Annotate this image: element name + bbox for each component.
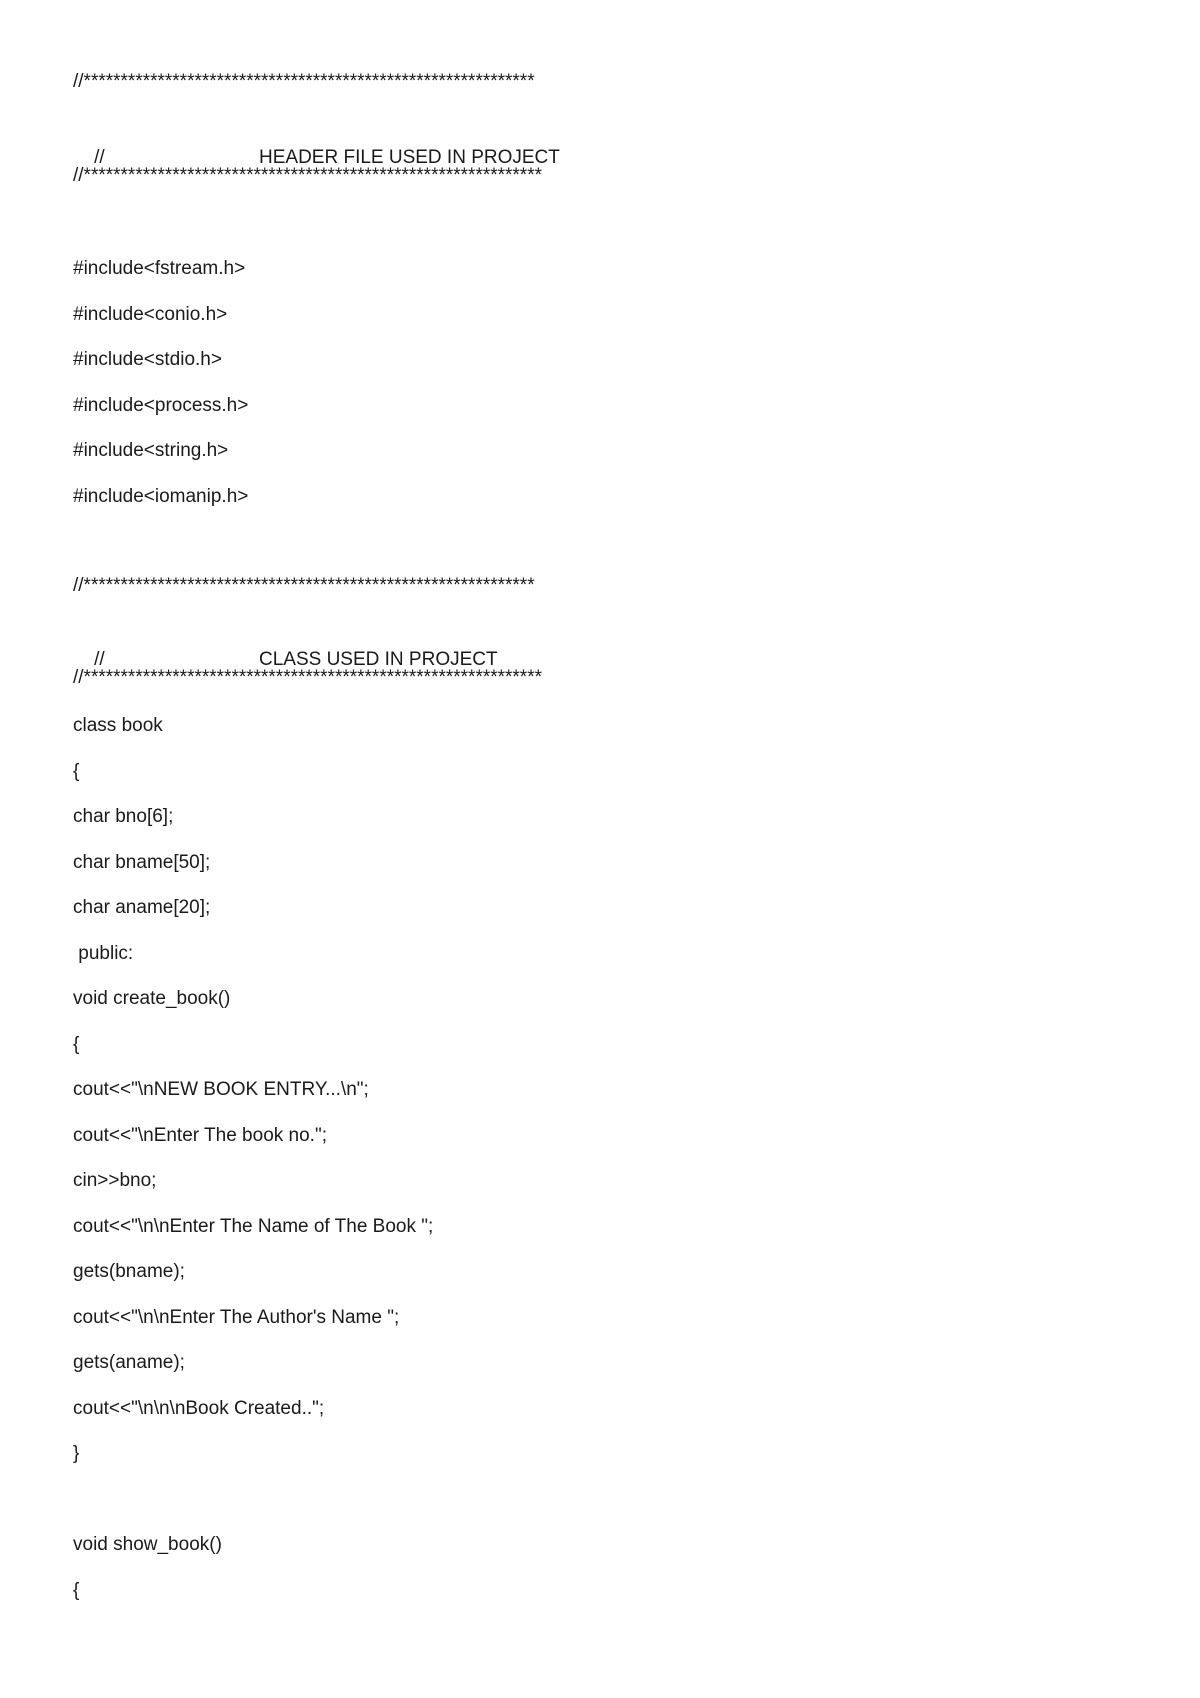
comment-rule-bottom: //************************************************************** xyxy=(73,667,542,688)
code-line: class book xyxy=(73,715,163,736)
code-line: cout<<"\nEnter The book no."; xyxy=(73,1125,327,1146)
section-title-class: CLASS USED IN PROJECT xyxy=(259,649,498,670)
include-line: #include<iomanip.h> xyxy=(73,486,249,507)
section-title-header-files: HEADER FILE USED IN PROJECT xyxy=(259,147,560,168)
code-line: cin>>bno; xyxy=(73,1170,157,1191)
comment-prefix: // xyxy=(94,649,105,670)
code-line: void show_book() xyxy=(73,1534,222,1555)
include-line: #include<process.h> xyxy=(73,395,249,416)
code-line: char bno[6]; xyxy=(73,806,174,827)
comment-rule-top: //************************************************************* xyxy=(73,71,535,92)
comment-rule-top: //************************************************************* xyxy=(73,575,535,596)
code-line: char bname[50]; xyxy=(73,852,211,873)
code-line: { xyxy=(73,761,80,782)
comment-prefix: // xyxy=(94,147,105,168)
comment-rule-bottom: //************************************************************** xyxy=(73,165,542,186)
code-line: gets(aname); xyxy=(73,1352,185,1373)
code-line: } xyxy=(73,1443,80,1464)
code-line: void create_book() xyxy=(73,988,231,1009)
code-line: cout<<"\n\n\nBook Created.."; xyxy=(73,1398,325,1419)
code-line: cout<<"\nNEW BOOK ENTRY...\n"; xyxy=(73,1079,369,1100)
include-line: #include<conio.h> xyxy=(73,304,228,325)
code-line: public: xyxy=(73,943,134,964)
include-line: #include<string.h> xyxy=(73,440,229,461)
code-line: char aname[20]; xyxy=(73,897,211,918)
code-line: { xyxy=(73,1034,80,1055)
code-line: cout<<"\n\nEnter The Name of The Book "; xyxy=(73,1216,434,1237)
include-line: #include<stdio.h> xyxy=(73,349,222,370)
code-line: { xyxy=(73,1580,80,1601)
code-line: cout<<"\n\nEnter The Author's Name "; xyxy=(73,1307,400,1328)
include-line: #include<fstream.h> xyxy=(73,258,246,279)
code-line: gets(bname); xyxy=(73,1261,185,1282)
